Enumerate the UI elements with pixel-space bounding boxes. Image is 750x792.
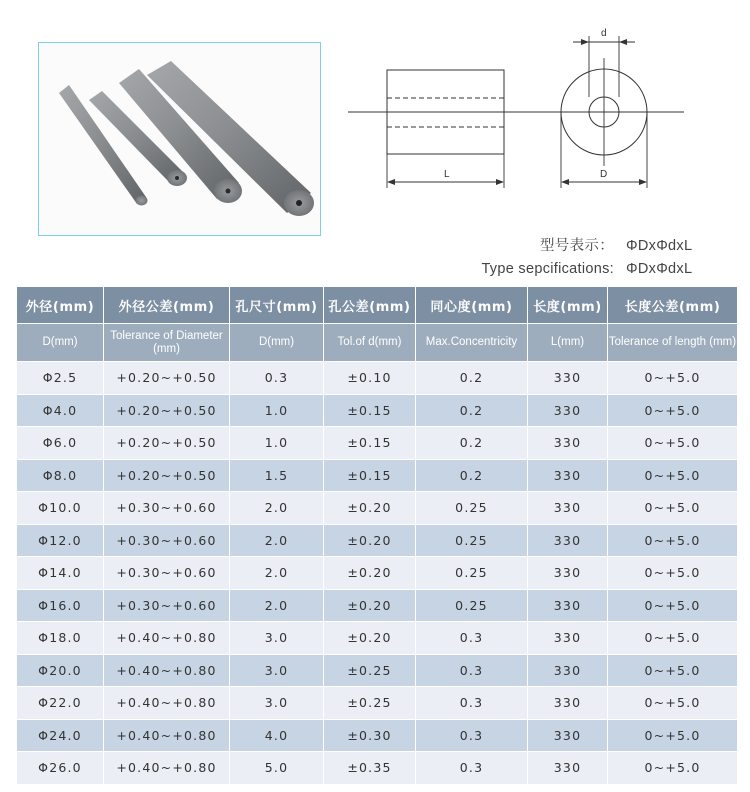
table-cell: +0.30~+0.60	[104, 589, 230, 622]
label-L: L	[444, 169, 450, 180]
table-cell: 5.0	[230, 752, 324, 785]
table-cell: 0~+5.0	[608, 687, 738, 720]
table-cell: ±0.20	[324, 557, 416, 590]
table-cell: +0.20~+0.50	[104, 362, 230, 395]
table-cell: 330	[528, 589, 608, 622]
col-header-cn: 孔公差(mm)	[324, 287, 416, 324]
table-cell: 2.0	[230, 524, 324, 557]
table-cell: 0.2	[416, 459, 528, 492]
table-row	[17, 654, 738, 687]
table-cell: +0.20~+0.50	[104, 394, 230, 427]
table-cell: ±0.15	[324, 394, 416, 427]
table-cell: ±0.25	[324, 654, 416, 687]
table-cell: 3.0	[230, 687, 324, 720]
col-header-en: L(mm)	[528, 324, 608, 362]
col-header-cn: 长度(mm)	[528, 287, 608, 324]
table-cell: 330	[528, 492, 608, 525]
carbide-rods-image	[39, 43, 321, 236]
table-cell: 0~+5.0	[608, 362, 738, 395]
table-cell: Φ14.0	[17, 557, 104, 590]
table-cell: Φ6.0	[17, 427, 104, 460]
col-header-en: Tol.of d(mm)	[324, 324, 416, 362]
table-cell: 0~+5.0	[608, 459, 738, 492]
table-cell: 0.3	[416, 622, 528, 655]
table-cell: 0.25	[416, 589, 528, 622]
col-header-en: D(mm)	[17, 324, 104, 362]
col-header-cn: 同心度(mm)	[416, 287, 528, 324]
table-cell: 3.0	[230, 654, 324, 687]
table-cell: +0.40~+0.80	[104, 719, 230, 752]
table-cell: 330	[528, 654, 608, 687]
table-row	[17, 557, 738, 590]
table-cell: ±0.20	[324, 492, 416, 525]
spec-value-en: ΦDxΦdxL	[626, 261, 693, 277]
table-row	[17, 719, 738, 752]
table-cell: 0.3	[416, 752, 528, 785]
table-cell: +0.20~+0.50	[104, 427, 230, 460]
spec-value-cn: ΦDxΦdxL	[626, 238, 693, 254]
table-cell: 1.0	[230, 427, 324, 460]
table-cell: 0~+5.0	[608, 589, 738, 622]
table-cell: Φ26.0	[17, 752, 104, 785]
table-cell: ±0.20	[324, 589, 416, 622]
col-header-cn: 外径(mm)	[17, 287, 104, 324]
table-cell: 0~+5.0	[608, 492, 738, 525]
table-cell: Φ12.0	[17, 524, 104, 557]
table-row	[17, 492, 738, 525]
table-cell: 0~+5.0	[608, 427, 738, 460]
table-cell: +0.30~+0.60	[104, 524, 230, 557]
table-cell: 330	[528, 557, 608, 590]
label-D: D	[600, 169, 608, 180]
table-cell: ±0.35	[324, 752, 416, 785]
header-row-en	[17, 324, 738, 362]
table-cell: Φ24.0	[17, 719, 104, 752]
table-cell: ±0.15	[324, 459, 416, 492]
table-row	[17, 524, 738, 557]
table-row	[17, 362, 738, 395]
header-row-cn	[17, 287, 738, 324]
col-header-cn: 外径公差(mm)	[104, 287, 230, 324]
table-row	[17, 589, 738, 622]
table-cell: 0.3	[230, 362, 324, 395]
table-cell: +0.40~+0.80	[104, 622, 230, 655]
table-cell: 4.0	[230, 719, 324, 752]
table-cell: 330	[528, 459, 608, 492]
table-cell: +0.30~+0.60	[104, 492, 230, 525]
table-cell: Φ4.0	[17, 394, 104, 427]
table-cell: 0.2	[416, 362, 528, 395]
table-cell: 0~+5.0	[608, 394, 738, 427]
table-cell: ±0.15	[324, 427, 416, 460]
table-cell: +0.40~+0.80	[104, 687, 230, 720]
product-photo	[38, 42, 321, 236]
col-header-en: Tolerance of Diameter (mm)	[104, 324, 230, 362]
table-cell: ±0.20	[324, 524, 416, 557]
table-cell: 1.5	[230, 459, 324, 492]
table-cell: 0.3	[416, 687, 528, 720]
spec-line-en	[481, 261, 722, 277]
table-body	[17, 362, 738, 785]
col-header-en: Tolerance of length (mm)	[608, 324, 738, 362]
table-cell: Φ8.0	[17, 459, 104, 492]
table-cell: +0.40~+0.80	[104, 752, 230, 785]
table-row	[17, 394, 738, 427]
table-cell: ±0.25	[324, 687, 416, 720]
table-cell: 0.25	[416, 524, 528, 557]
table-cell: 0.25	[416, 557, 528, 590]
table-cell: 0.25	[416, 492, 528, 525]
col-header-cn: 孔尺寸(mm)	[230, 287, 324, 324]
col-header-cn: 长度公差(mm)	[608, 287, 738, 324]
table-cell: +0.20~+0.50	[104, 459, 230, 492]
table-cell: ±0.20	[324, 622, 416, 655]
table-cell: 0.3	[416, 654, 528, 687]
table-cell: ±0.30	[324, 719, 416, 752]
table-cell: 330	[528, 687, 608, 720]
table-cell: ±0.10	[324, 362, 416, 395]
table-cell: 0~+5.0	[608, 557, 738, 590]
table-cell: 330	[528, 719, 608, 752]
table-cell: 0.2	[416, 427, 528, 460]
table-cell: 2.0	[230, 492, 324, 525]
table-cell: 2.0	[230, 589, 324, 622]
col-header-en: Max.Concentricity	[416, 324, 528, 362]
table-cell: Φ22.0	[17, 687, 104, 720]
table-cell: 330	[528, 622, 608, 655]
col-header-en: D(mm)	[230, 324, 324, 362]
table-cell: 0~+5.0	[608, 654, 738, 687]
table-cell: 0~+5.0	[608, 524, 738, 557]
table-cell: +0.30~+0.60	[104, 557, 230, 590]
spec-table	[16, 286, 738, 785]
spec-label-en: Type sepcifications:	[481, 261, 614, 277]
table-cell: Φ20.0	[17, 654, 104, 687]
table-row	[17, 427, 738, 460]
table-row	[17, 622, 738, 655]
table-cell: 0~+5.0	[608, 622, 738, 655]
table-cell: 330	[528, 427, 608, 460]
table-row	[17, 752, 738, 785]
table-cell: 0~+5.0	[608, 719, 738, 752]
table-cell: 0.2	[416, 394, 528, 427]
table-cell: Φ10.0	[17, 492, 104, 525]
table-row	[17, 459, 738, 492]
table-cell: Φ16.0	[17, 589, 104, 622]
spec-line-cn	[540, 234, 722, 255]
table-cell: Φ18.0	[17, 622, 104, 655]
table-cell: Φ2.5	[17, 362, 104, 395]
table-cell: +0.40~+0.80	[104, 654, 230, 687]
table-cell: 0~+5.0	[608, 752, 738, 785]
table-cell: 330	[528, 524, 608, 557]
table-cell: 1.0	[230, 394, 324, 427]
table-cell: 3.0	[230, 622, 324, 655]
spec-label-cn: 型号表示：	[540, 238, 614, 254]
label-d: d	[601, 28, 607, 39]
table-cell: 2.0	[230, 557, 324, 590]
table-cell: 330	[528, 752, 608, 785]
table-cell: 330	[528, 394, 608, 427]
table-cell: 0.3	[416, 719, 528, 752]
tube-drawing	[340, 20, 750, 195]
table-row	[17, 687, 738, 720]
table-cell: 330	[528, 362, 608, 395]
